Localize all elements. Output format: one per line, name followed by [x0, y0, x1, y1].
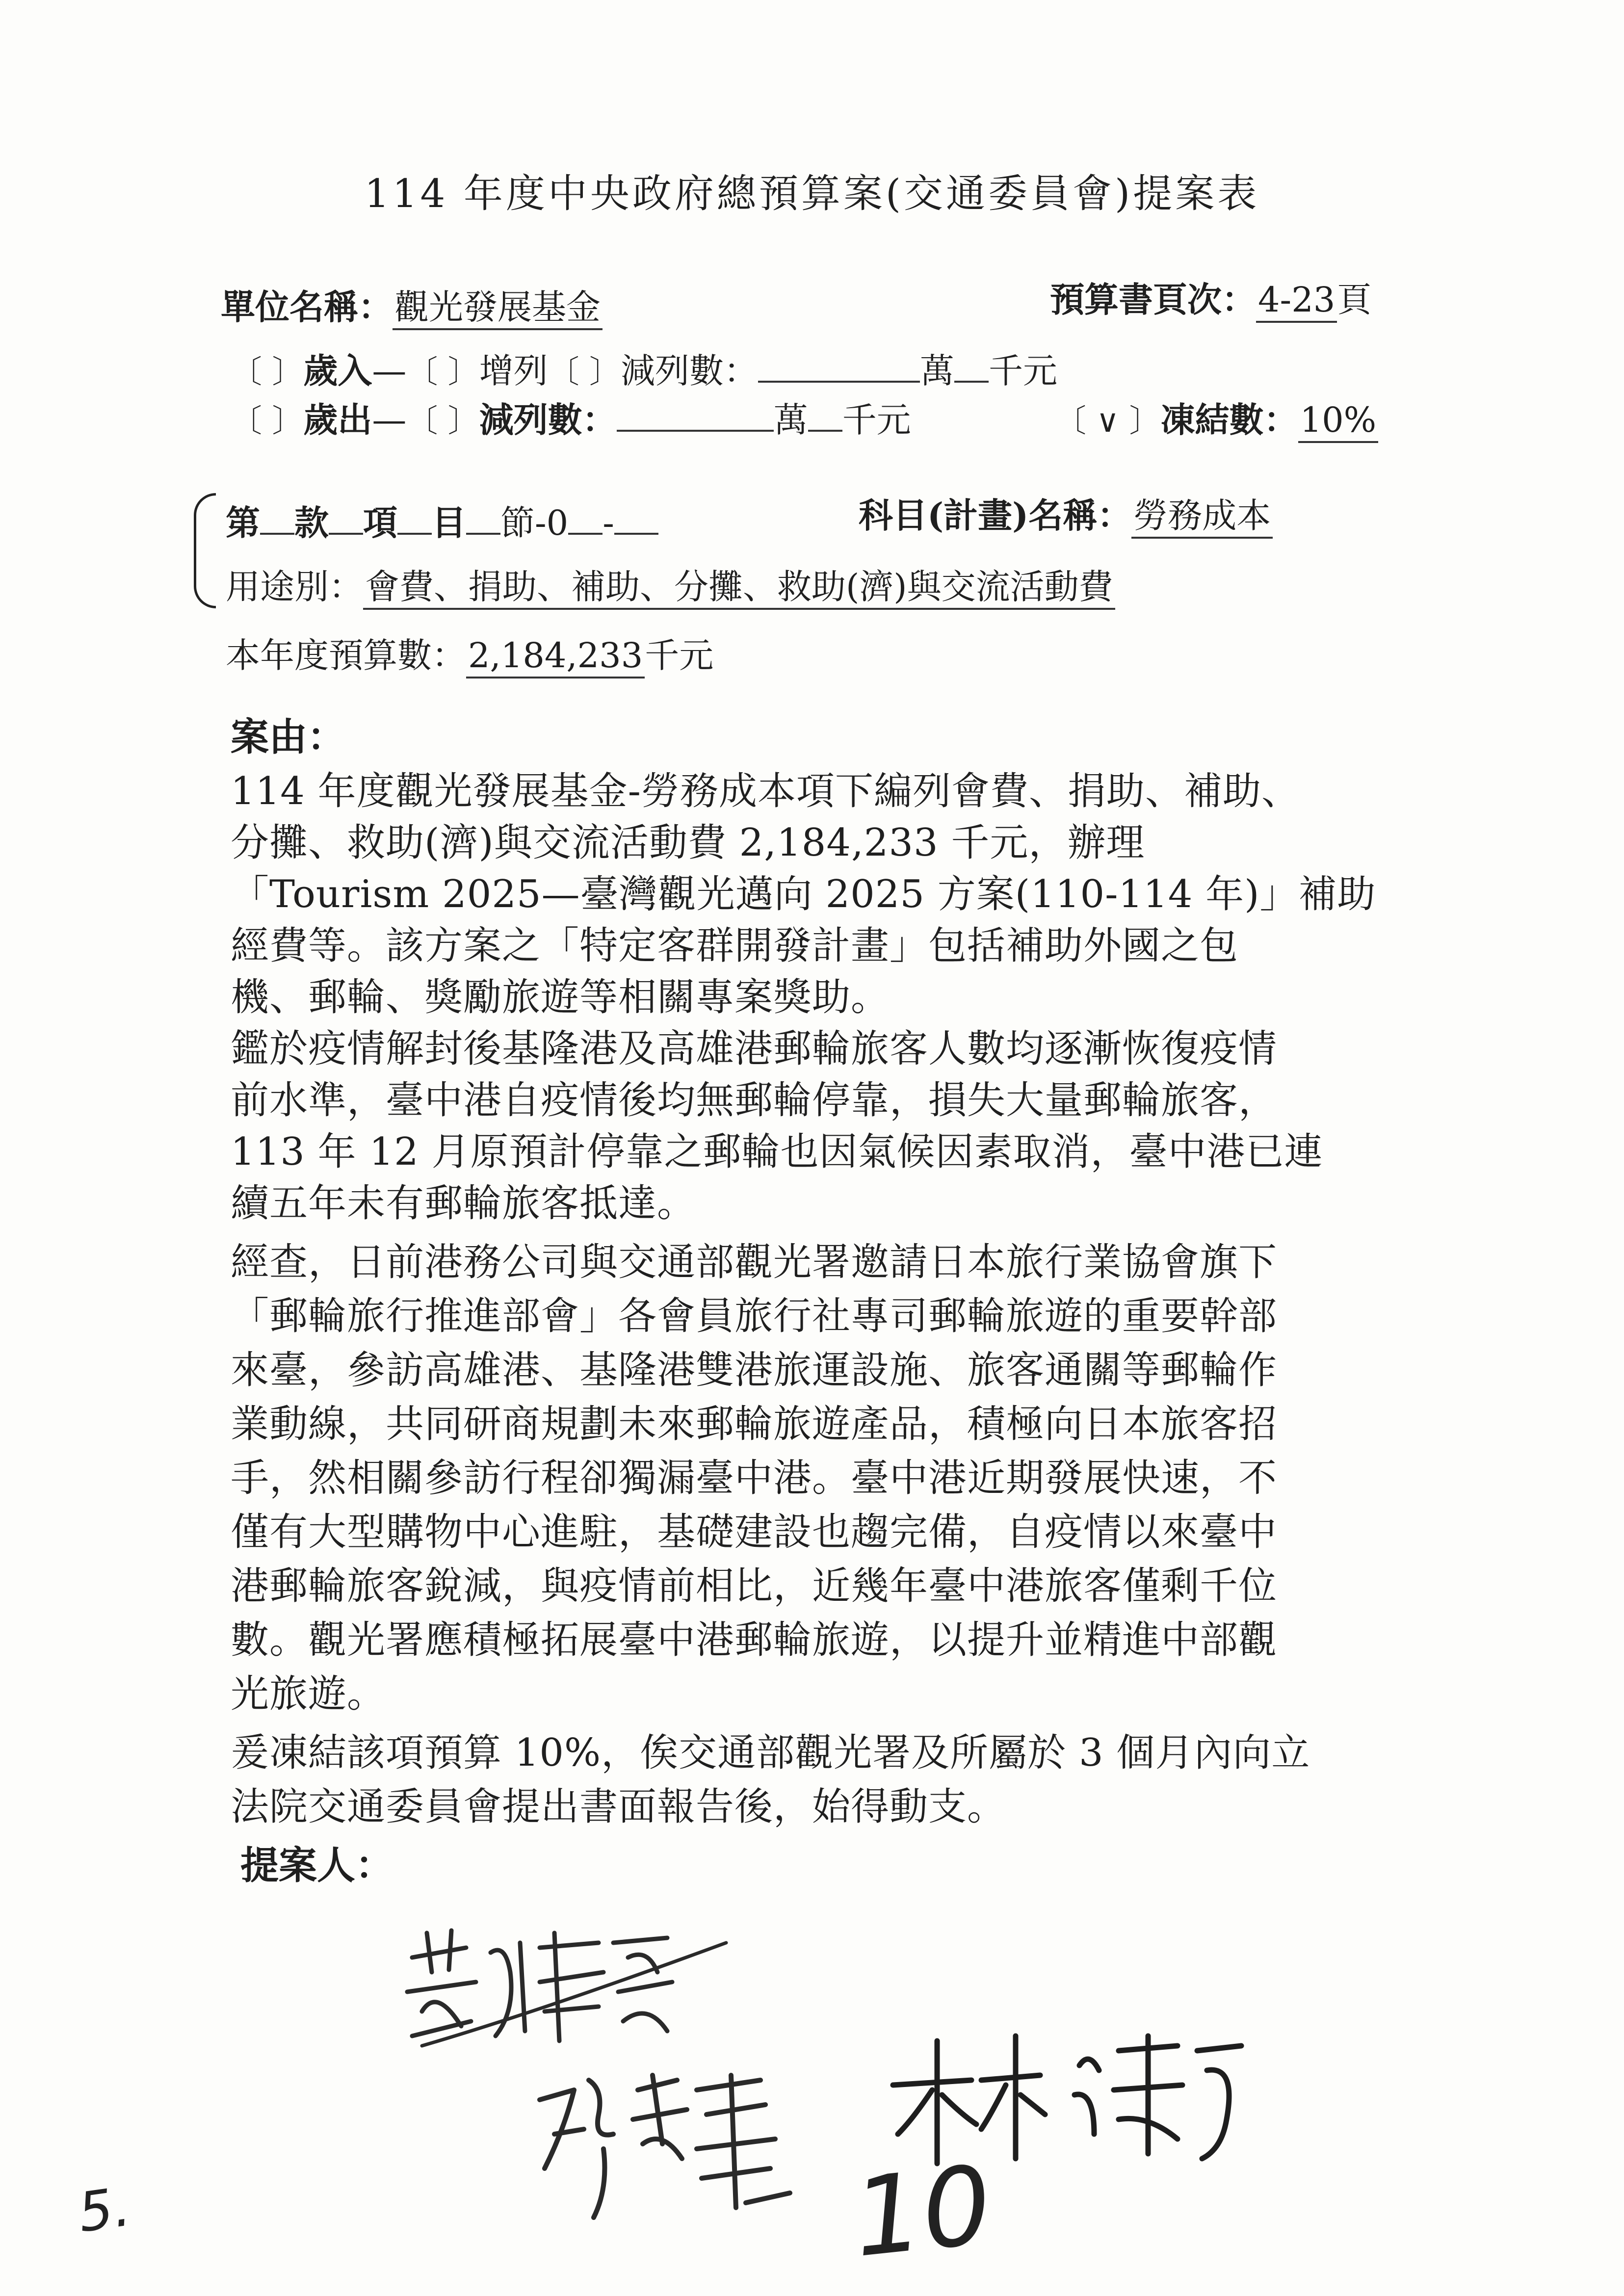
class-blank-5 — [568, 503, 602, 535]
unit-row — [221, 280, 602, 329]
reason-line: 113 年 12 月原預計停靠之郵輪也因氣候因素取消，臺中港已連 — [231, 1130, 1323, 1174]
signature-cai — [393, 1913, 736, 2061]
revenue-amount-blank — [758, 351, 920, 383]
class-blank-1 — [260, 503, 294, 535]
page-title: 114 年度中央政府總預算案(交通委員會)提案表 — [364, 171, 1260, 216]
reason-line: 「郵輪旅行推進部會」各會員旅行社專司郵輪旅遊的重要幹部 — [231, 1294, 1278, 1338]
class-xiang: 項 — [363, 502, 397, 543]
class-blank-6 — [614, 503, 658, 535]
current-budget-row — [226, 628, 713, 678]
revenue-add-label: 增列 — [479, 351, 548, 391]
revenue-row — [231, 343, 1057, 393]
revenue-qian: 千元 — [989, 351, 1058, 391]
classification-brace — [194, 493, 216, 608]
freeze-value: 10% — [1298, 400, 1379, 443]
use-label: 用途別： — [226, 567, 363, 607]
expense-row — [231, 392, 911, 442]
unit-value: 觀光發展基金 — [393, 287, 602, 330]
reason-line: 手，然相關參訪行程卻獨漏臺中港。臺中港近期發展快速，不 — [231, 1456, 1278, 1500]
class-mu: 目 — [432, 502, 466, 543]
reason-line: 數。觀光署應積極拓展臺中港郵輪旅遊，以提升並精進中部觀 — [231, 1618, 1278, 1662]
revenue-thousand-blank — [954, 351, 989, 383]
reason-line: 鑑於疫情解封後基隆港及高雄港郵輪旅客人數均逐漸恢復疫情 — [231, 1027, 1278, 1071]
budget-page-value: 4-23 — [1256, 280, 1337, 323]
class-kuan: 款 — [294, 502, 329, 543]
reason-line: 光旅遊。 — [231, 1672, 386, 1716]
use-value: 會費、捐助、補助、分攤、救助(濟)與交流活動費 — [363, 567, 1115, 610]
revenue-reduce-checkbox: 〔 〕 — [548, 354, 621, 391]
use-row — [226, 559, 1115, 609]
revenue-wan: 萬 — [920, 351, 955, 391]
expense-label: 歲出 — [303, 399, 372, 440]
subject-value: 勞務成本 — [1131, 496, 1273, 539]
budget-page-suffix: 頁 — [1337, 280, 1372, 320]
unit-label: 單位名稱： — [221, 287, 393, 327]
class-jie: 節-0 — [500, 503, 569, 543]
reason-line: 港郵輪旅客銳減，與疫情前相比，近幾年臺中港旅客僅剩千位 — [231, 1564, 1278, 1608]
revenue-reduce-label: 減列數： — [621, 351, 759, 391]
expense-wan: 萬 — [773, 400, 808, 440]
reason-line: 分攤、救助(濟)與交流活動費 2,184,233 千元，辦理 — [231, 821, 1145, 865]
class-blank-2 — [329, 503, 363, 535]
reason-line: 114 年度觀光發展基金-勞務成本項下編列會費、捐助、補助、 — [231, 769, 1301, 813]
reason-heading: 案由： — [231, 715, 346, 759]
expense-reduce-label: 減列數： — [479, 399, 617, 440]
class-blank-3 — [397, 503, 432, 535]
freeze-row — [1055, 392, 1378, 442]
reason-line: 僅有大型購物中心進駐，基礎建設也趨完備，自疫情以來臺中 — [231, 1510, 1278, 1554]
reason-line: 前水準，臺中港自疫情後均無郵輪停靠，損失大量郵輪旅客， — [231, 1078, 1278, 1122]
reason-line: 機、郵輪、獎勵旅遊等相關專案獎助。 — [231, 975, 890, 1019]
number-mark: 10 — [847, 2142, 997, 2281]
current-budget-unit: 千元 — [645, 635, 714, 676]
class-dash: - — [602, 503, 614, 543]
revenue-dash: — — [372, 351, 407, 391]
reason-line: 「Tourism 2025—臺灣觀光邁向 2025 方案(110-114 年)」補助 — [231, 872, 1376, 916]
budget-page-row — [1050, 272, 1371, 322]
expense-qian: 千元 — [842, 400, 911, 440]
revenue-checkbox: 〔 〕 — [231, 354, 304, 391]
class-kuan-prefix: 第 — [226, 502, 260, 543]
proposer-label: 提案人： — [240, 1843, 394, 1888]
reason-line: 經費等。該方案之「特定客群開發計畫」包括補助外國之包 — [231, 924, 1239, 968]
budget-page-label: 預算書頁次： — [1050, 279, 1256, 320]
subject-label: 科目(計畫)名稱： — [859, 495, 1132, 536]
classification-row — [226, 496, 658, 545]
current-budget-value: 2,184,233 — [466, 635, 645, 678]
revenue-label: 歲入 — [303, 350, 372, 391]
signature-qiu — [530, 2061, 805, 2227]
revenue-add-checkbox: 〔 〕 — [406, 354, 479, 391]
reason-line: 來臺，參訪高雄港、基隆港雙港旅運設施、旅客通關等郵輪作 — [231, 1348, 1278, 1392]
expense-reduce-checkbox: 〔 〕 — [406, 403, 479, 440]
expense-thousand-blank — [808, 400, 842, 432]
freeze-label: 凍結數： — [1160, 399, 1298, 440]
reason-line: 業動線，共同研商規劃未來郵輪旅遊產品，積極向日本旅客招 — [231, 1402, 1278, 1446]
reason-line: 爰凍結該項預算 10%，俟交通部觀光署及所屬於 3 個月內向立 — [231, 1731, 1310, 1775]
page-mark: 5. — [74, 2175, 134, 2244]
reason-line: 法院交通委員會提出書面報告後，始得動支。 — [231, 1785, 1006, 1829]
expense-dash: — — [372, 400, 407, 440]
subject-row — [859, 488, 1273, 538]
class-blank-4 — [466, 503, 500, 535]
expense-checkbox: 〔 〕 — [231, 403, 304, 440]
freeze-checkbox: 〔 ∨ 〕 — [1055, 403, 1161, 440]
current-budget-label: 本年度預算數： — [226, 635, 466, 676]
reason-line: 續五年未有郵輪旅客抵達。 — [231, 1181, 696, 1226]
expense-amount-blank — [617, 400, 774, 432]
reason-line: 經查，日前港務公司與交通部觀光署邀請日本旅行業協會旗下 — [231, 1240, 1278, 1284]
